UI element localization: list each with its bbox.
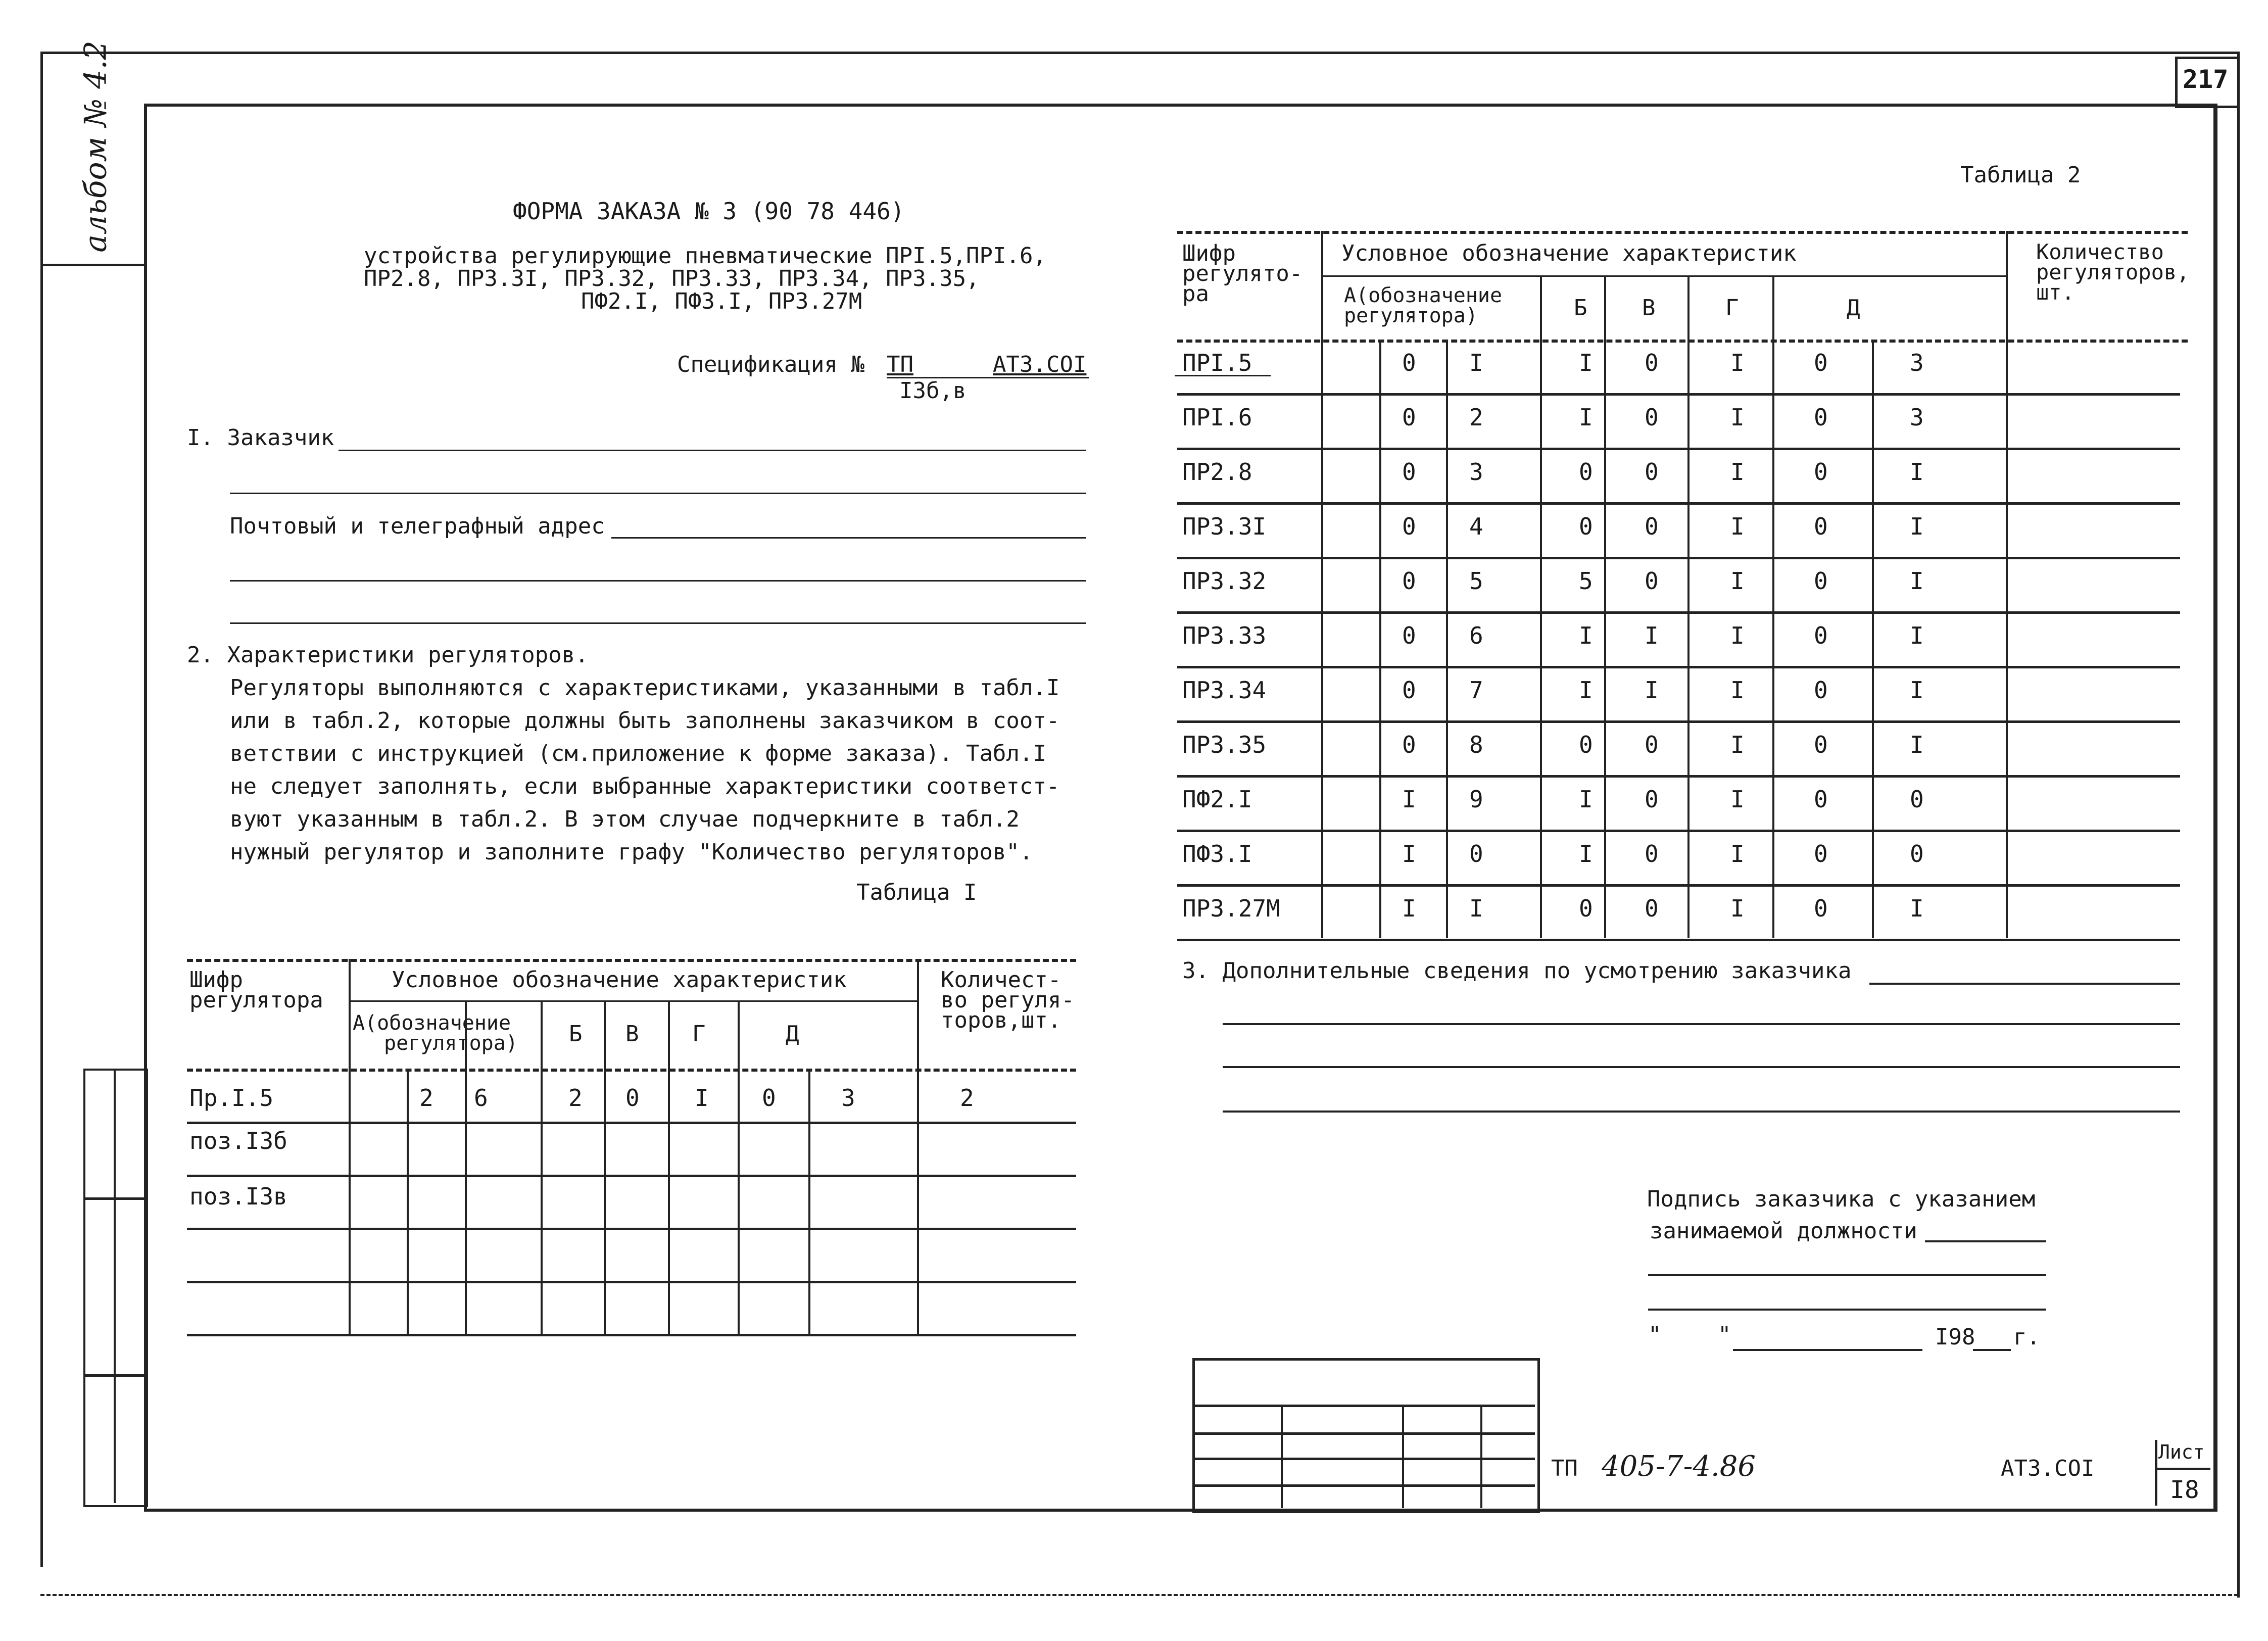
- table2-vline: [1446, 340, 1448, 938]
- section3-line-1[interactable]: [1869, 983, 2180, 985]
- table2-cell: 0: [1645, 786, 1659, 813]
- table2-cell: 0: [1469, 840, 1483, 867]
- table2-cell: 0: [1579, 513, 1593, 540]
- table2-cell: I: [1730, 786, 1745, 813]
- table2-cell: 6: [1469, 622, 1483, 649]
- table2-cell: 0: [1579, 895, 1593, 922]
- date-year-suffix: г.: [2013, 1324, 2040, 1350]
- table2-cell: 0: [1645, 404, 1659, 431]
- section2-line-3: ветствии с инструкцией (см.приложение к форме заказа). Табл.I: [230, 741, 1046, 766]
- table2-row-line: [1177, 502, 2180, 505]
- stamp-row-line: [1192, 1405, 1535, 1407]
- page-number: 217: [2183, 65, 2229, 94]
- table1-col-a-1: А(обозначение: [353, 1011, 511, 1035]
- table2-cell: I: [1910, 622, 1924, 649]
- table2-cell: 0: [1579, 731, 1593, 758]
- table2-row-line: [1177, 393, 2180, 396]
- table2-cell: I: [1730, 677, 1745, 704]
- table1-qty[interactable]: 2: [960, 1084, 974, 1112]
- table2-cell: I: [1402, 786, 1416, 813]
- stamp-doc-number: 405-7-4.86: [1602, 1450, 1756, 1483]
- table2-cell: 0: [1402, 404, 1416, 431]
- table2-cell: 0: [1814, 349, 1828, 376]
- table2-vline: [1772, 275, 1774, 938]
- table2-top-border: [1177, 231, 2188, 234]
- table2-group-line: [1321, 275, 2006, 277]
- table2-cell: 3: [1910, 349, 1924, 376]
- table2-cell: 2: [1469, 404, 1483, 431]
- subtitle-line-3: ПФ2.I, ПФ3.I, ПР3.27М: [581, 288, 862, 314]
- table2-row-name[interactable]: ПРI.6: [1182, 404, 1252, 431]
- table1-cell[interactable]: 6: [474, 1084, 488, 1112]
- table1-row-line: [187, 1334, 1076, 1336]
- customer-line-2[interactable]: [230, 493, 1086, 494]
- outer-frame-left: [40, 52, 43, 1567]
- table2-col-cipher-2: регулято-: [1182, 261, 1303, 286]
- specification-tp: ТП: [887, 352, 913, 377]
- date-quote-close: ": [1718, 1322, 1731, 1347]
- section3-line-2[interactable]: [1223, 1023, 2180, 1025]
- table1-row-line: [187, 1175, 1076, 1177]
- table2-row-line: [1177, 720, 2180, 723]
- specification-sub: I3б,в: [899, 378, 967, 404]
- table2-cell: 0: [1814, 458, 1828, 486]
- table2-cell: 7: [1469, 677, 1483, 704]
- table2-row-line: [1177, 557, 2180, 559]
- table2-cell: I: [1910, 677, 1924, 704]
- specification-code: АТ3.COI: [993, 352, 1087, 377]
- table2-col-cipher-1: Шифр: [1182, 240, 1236, 266]
- table1-vline: [407, 1069, 409, 1335]
- table2-cell: I: [1469, 349, 1483, 376]
- table1-row-name: Пр.I.5: [189, 1084, 274, 1112]
- table2-cell: I: [1730, 513, 1745, 540]
- section2-line-6: нужный регулятор и заполните графу "Количество регуляторов".: [230, 839, 1033, 865]
- table2-cell: 0: [1402, 677, 1416, 704]
- table2-cell: 0: [1814, 567, 1828, 595]
- table2-cell: 3: [1910, 404, 1924, 431]
- table2-row-name[interactable]: ПР3.32: [1182, 567, 1267, 595]
- table2-cell: I: [1645, 677, 1659, 704]
- table2-cell: 0: [1645, 567, 1659, 595]
- table2-col-qty-3: шт.: [2036, 280, 2074, 305]
- form-title: ФОРМА ЗАКАЗА № 3 (90 78 446): [513, 198, 905, 225]
- table1-cell[interactable]: 2: [419, 1084, 433, 1112]
- table2-cell: I: [1910, 895, 1924, 922]
- table2-col-qty-2: регуляторов,: [2036, 260, 2190, 284]
- table2-cell: I: [1730, 349, 1745, 376]
- table2-col-a-1: А(обозначение: [1344, 284, 1503, 307]
- signature-line-2[interactable]: [1648, 1274, 2046, 1276]
- address-line[interactable]: [611, 537, 1086, 539]
- stamp-col-line: [1402, 1405, 1404, 1508]
- table2-cell: I: [1910, 731, 1924, 758]
- table2-row-name[interactable]: ПФ2.I: [1182, 786, 1252, 813]
- table2-col-v: В: [1642, 295, 1656, 321]
- table2-cell: 0: [1402, 567, 1416, 595]
- table2-cell: 0: [1814, 786, 1828, 813]
- table1-cell[interactable]: 0: [762, 1084, 776, 1112]
- table1-col-qty-3: торов,шт.: [941, 1007, 1061, 1033]
- table2-vline: [1540, 275, 1542, 938]
- table2-cell: I: [1402, 895, 1416, 922]
- table2-row-name[interactable]: ПР3.34: [1182, 677, 1267, 704]
- customer-label: I. Заказчик: [187, 425, 334, 451]
- table2-row-name[interactable]: ПФ3.I: [1182, 840, 1252, 867]
- table1-col-cipher-2: регулятора: [189, 987, 323, 1013]
- table2-cell: I: [1579, 786, 1593, 813]
- subtitle-line-1: устройства регулирующие пневматические ПРI.5,ПРI.6,: [364, 243, 1047, 269]
- table2-cell: 0: [1814, 404, 1828, 431]
- table1-cell[interactable]: 2: [568, 1084, 583, 1112]
- table1-row-line: [187, 1281, 1076, 1283]
- table2-cell: I: [1910, 513, 1924, 540]
- signature-line-3[interactable]: [1648, 1309, 2046, 1311]
- table1-col-qty-1: Количест-: [941, 967, 1061, 993]
- table1-vline: [738, 1000, 740, 1335]
- table2-row-line: [1177, 611, 2180, 614]
- stamp-col-line: [1480, 1405, 1482, 1508]
- section2-line-4: не следует заполнять, если выбранные характеристики соответст-: [230, 774, 1060, 799]
- binding-strip-line-2: [83, 1374, 144, 1377]
- table1-header-bottom: [187, 1069, 1076, 1072]
- table2-col-b: Б: [1574, 295, 1587, 321]
- table2-row-name[interactable]: ПР2.8: [1182, 458, 1252, 486]
- table2-cell: I: [1730, 731, 1745, 758]
- signature-line-1[interactable]: [1925, 1240, 2046, 1242]
- table2-cell: 0: [1814, 731, 1828, 758]
- table1-col-b: Б: [569, 1021, 583, 1047]
- date-quote-open: ": [1648, 1322, 1662, 1347]
- binding-strip: [83, 1069, 148, 1507]
- table2-cell: 0: [1645, 731, 1659, 758]
- table2-cell: I: [1730, 567, 1745, 595]
- table2-cell: 0: [1645, 840, 1659, 867]
- table2-cell: I: [1910, 567, 1924, 595]
- table2-cell: 0: [1645, 895, 1659, 922]
- table2-cell: I: [1579, 677, 1593, 704]
- signature-label-2: занимаемой должности: [1650, 1218, 1917, 1244]
- section2-heading: 2. Характеристики регуляторов.: [187, 642, 589, 668]
- section2-line-5: вуют указанным в табл.2. В этом случае подчеркните в табл.2: [230, 806, 1020, 832]
- section3-line-4[interactable]: [1223, 1111, 2180, 1113]
- table2-vline: [1872, 340, 1874, 938]
- table2-header-bottom: [1177, 340, 2188, 343]
- table2-vline: [1379, 340, 1381, 938]
- table2-cell: 3: [1469, 458, 1483, 486]
- table2-row-name[interactable]: ПРI.5: [1182, 349, 1252, 376]
- table1-cell[interactable]: 3: [841, 1084, 855, 1112]
- table1-group-line: [349, 1000, 917, 1002]
- sheet-number: I8: [2170, 1476, 2199, 1504]
- table2-cell: 0: [1402, 513, 1416, 540]
- table2-vline: [2006, 231, 2008, 938]
- address-label: Почтовый и телеграфный адрес: [230, 513, 605, 539]
- table1-vline: [349, 959, 351, 1335]
- table2-cell: I: [1579, 622, 1593, 649]
- table2-row-line: [1177, 939, 2180, 941]
- table2-col-d: Д: [1847, 295, 1860, 321]
- date-line[interactable]: [1733, 1349, 1922, 1351]
- subtitle-line-2: ПР2.8, ПР3.3I, ПР3.32, ПР3.33, ПР3.34, ПР3.35,: [364, 266, 980, 292]
- table2-cell: I: [1469, 895, 1483, 922]
- table2-row-name[interactable]: ПР3.27М: [1182, 895, 1280, 922]
- binding-strip-divider: [114, 1069, 116, 1503]
- table1-vline: [917, 959, 919, 1335]
- table2-cell: I: [1579, 404, 1593, 431]
- table2-cell: I: [1730, 404, 1745, 431]
- table2-col-group: Условное обозначение характеристик: [1341, 240, 1797, 266]
- table2-cell: 0: [1402, 458, 1416, 486]
- section3-heading: 3. Дополнительные сведения по усмотрению заказчика: [1182, 958, 1852, 984]
- table2-cell: 9: [1469, 786, 1483, 813]
- album-tag: альбом № 4.2: [78, 40, 114, 253]
- table1-cell[interactable]: 0: [625, 1084, 640, 1112]
- outer-frame-top: [40, 52, 2238, 54]
- sheet-box-divider: [2155, 1468, 2210, 1470]
- table2-cell: 0: [1814, 677, 1828, 704]
- table1-col-group: Условное обозначение характеристик: [392, 967, 847, 993]
- table1-vline: [465, 1000, 467, 1335]
- table2-cell: 0: [1402, 349, 1416, 376]
- stamp-row-line: [1192, 1484, 1535, 1487]
- date-year: I98: [1935, 1324, 1975, 1350]
- table2-cell: I: [1402, 840, 1416, 867]
- section2-line-2: или в табл.2, которые должны быть заполнены заказчиком в соот-: [230, 708, 1060, 734]
- table2-cell: I: [1730, 622, 1745, 649]
- stamp-tp: ТП: [1551, 1456, 1578, 1481]
- sheet-label: Лист: [2158, 1441, 2205, 1463]
- table2-cell: I: [1579, 840, 1593, 867]
- table2-cell: 0: [1814, 513, 1828, 540]
- signature-label-1: Подпись заказчика с указанием: [1647, 1186, 2036, 1212]
- table2-vline: [1604, 275, 1606, 938]
- table2-cell: I: [1579, 349, 1593, 376]
- table2-cell: 0: [1645, 349, 1659, 376]
- specification-label: Спецификация №: [677, 352, 864, 377]
- table2-cell: 4: [1469, 513, 1483, 540]
- table2-cell: 8: [1469, 731, 1483, 758]
- table2-caption: Таблица 2: [1960, 162, 2081, 188]
- table1-col-d: Д: [786, 1021, 799, 1047]
- table2-cell: 5: [1579, 567, 1593, 595]
- table2-row-name[interactable]: ПР3.33: [1182, 622, 1267, 649]
- table2-cell: 0: [1645, 458, 1659, 486]
- outer-frame-bottom: [40, 1594, 2238, 1596]
- table2-cell: 0: [1814, 840, 1828, 867]
- table2-col-cipher-3: ра: [1182, 281, 1209, 307]
- customer-line[interactable]: [339, 450, 1086, 451]
- stamp-row-line: [1192, 1458, 1535, 1460]
- table2-cell: 0: [1814, 895, 1828, 922]
- section2-line-1: Регуляторы выполняются с характеристиками, указанными в табл.I: [230, 675, 1060, 701]
- address-line-2[interactable]: [230, 580, 1086, 582]
- table2-row-line: [1177, 775, 2180, 778]
- stamp-col-line: [1281, 1405, 1283, 1508]
- table2-row-line: [1177, 884, 2180, 887]
- table2-col-qty-1: Количество: [2036, 239, 2164, 264]
- stamp-code: АТ3.COI: [2001, 1456, 2095, 1481]
- table2-row-line: [1177, 448, 2180, 450]
- table2-row-name[interactable]: ПР3.3I: [1182, 513, 1267, 540]
- table2-cell: I: [1645, 622, 1659, 649]
- table2-cell: I: [1910, 458, 1924, 486]
- table1-vline: [668, 1000, 670, 1335]
- year-line[interactable]: [1973, 1349, 2011, 1351]
- table1-vline: [808, 1069, 810, 1335]
- table2-cell: 0: [1910, 786, 1924, 813]
- table2-col-g: Г: [1725, 295, 1739, 321]
- table1-row-line: [187, 1122, 1076, 1124]
- table1-row-name: поз.I3в: [189, 1183, 287, 1210]
- table1-row-name: поз.I3б: [189, 1127, 287, 1154]
- table1-col-cipher-1: Шифр: [189, 967, 243, 993]
- table2-cell: 0: [1910, 840, 1924, 867]
- table2-vline: [1687, 275, 1690, 938]
- table1-col-v: В: [625, 1021, 639, 1047]
- stamp-grid: [1192, 1358, 1540, 1513]
- table1-caption: Таблица I: [856, 880, 977, 905]
- table2-col-a-2: регулятора): [1344, 304, 1478, 327]
- table2-cell: 0: [1814, 622, 1828, 649]
- table1-col-g: Г: [692, 1021, 706, 1047]
- table2-row-line: [1177, 666, 2180, 668]
- table2-cell: I: [1730, 840, 1745, 867]
- table2-cell: 0: [1402, 622, 1416, 649]
- table2-cell: 0: [1579, 458, 1593, 486]
- table1-row-line: [187, 1228, 1076, 1230]
- table2-cell: 0: [1645, 513, 1659, 540]
- table1-vline: [604, 1000, 606, 1335]
- address-line-3[interactable]: [230, 622, 1086, 624]
- table2-cell: I: [1730, 895, 1745, 922]
- table2-row-line: [1177, 830, 2180, 832]
- section3-line-3[interactable]: [1223, 1066, 2180, 1068]
- table1-vline: [541, 1000, 543, 1335]
- table1-top-border: [187, 959, 1076, 962]
- table1-col-qty-2: во регуля-: [941, 987, 1075, 1013]
- table2-cell: I: [1730, 458, 1745, 486]
- table1-cell[interactable]: I: [695, 1084, 709, 1112]
- table1-col-a-2: регулятора): [384, 1032, 518, 1055]
- binding-strip-line-1: [83, 1197, 144, 1200]
- outer-frame-right: [2237, 52, 2240, 1598]
- table2-cell: 0: [1402, 731, 1416, 758]
- stamp-row-line: [1192, 1432, 1535, 1435]
- table2-vline: [1321, 231, 1323, 938]
- table2-row-name[interactable]: ПР3.35: [1182, 731, 1267, 758]
- table2-cell: 5: [1469, 567, 1483, 595]
